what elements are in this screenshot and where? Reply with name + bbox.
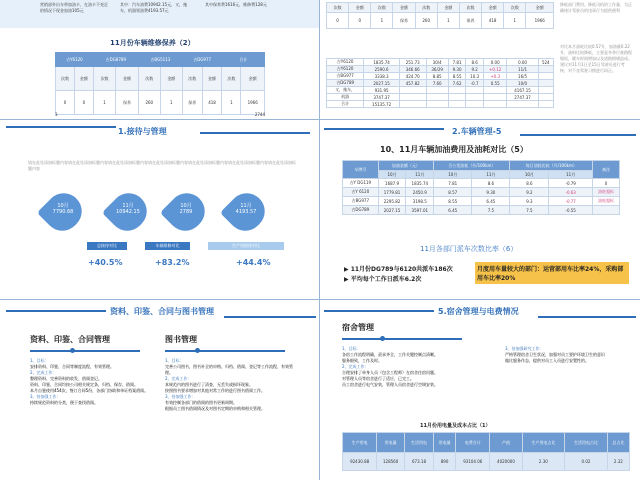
left-title: 资料、印鉴、合同管理 xyxy=(30,335,110,344)
trailing-values: 3 2744 xyxy=(55,112,265,117)
cell: 次数 xyxy=(93,67,115,91)
pct-2: +83.2% xyxy=(155,258,190,267)
table-title: 11月份用电量及成本占比（1） xyxy=(420,423,491,429)
cell: 次数 xyxy=(222,67,241,91)
veh-header: 合计 xyxy=(222,53,265,67)
bullet-2: ▶ 平均每个工作日派车6.2次 xyxy=(344,276,422,283)
cell: 保养 xyxy=(116,91,138,115)
note-mid: 其中：汽车油费10942.15元，又，拖车，机器领油费4193.57元 xyxy=(120,2,188,13)
cell: 次数 xyxy=(182,67,202,91)
right-title: 图书管理 xyxy=(165,335,197,344)
veh-header: 吉Y6120 xyxy=(56,53,94,67)
intro-text: 请在此处添加标题内容请在此处添加标题内容请在此处添加标题内容请在此处添加标题内容请在此处添加标题内容请在此处添加标题内容请在此处添加标题内容 xyxy=(28,160,296,171)
veh-header: 吉BG5113 xyxy=(138,53,182,67)
veh-header: 吉DG8789 xyxy=(93,53,138,67)
cell: 金额 xyxy=(160,67,182,91)
mini-maintenance-table: 次数 金额 次数 金额 次数 金额 次数 金额 次数 金额 0 0 1 保养 260 1 保养 418 1 1966 xyxy=(326,2,554,29)
highlight-box: 月度用车量较大的部门：运营部用车比率24%，采购部用车比率20% xyxy=(475,262,629,284)
pct-1: +40.5% xyxy=(88,258,123,267)
cell: 0 xyxy=(74,91,93,115)
section-title: 2.车辆管理-5 xyxy=(452,127,502,136)
cell: 260 xyxy=(138,91,160,115)
right-content: 3、待加强研究工作： 严格管理宿舍卫生状况，加强对员工要护环境卫生的意识 做比服务作态，提供对员工入员进行安置性的。 xyxy=(505,346,605,363)
left-title: 宿舍管理 xyxy=(342,323,374,332)
stat-label-3: 生产用接待对比 xyxy=(208,242,284,250)
note-left: 营销部外出车带加油卡，在油卡不充足的情况下现金加油105元 xyxy=(40,2,108,13)
right-content: 1、目标： 完善公司图书，图书补全的申购、归档、借阅、登记等工作流程，有效管理。 2、完成工作： 本规范内的图书进行了清查，无丢失或损坏现象。 按照图书要求增加对其他对常工作的进行图书借阅工作。 3、待加强工作： 有效控制各部门的借阅的图书更新周期。 根据员工图书借阅情况及对图书定期的申购和相关管理。 xyxy=(165,358,293,411)
electricity-table: 生产用电 用电量 生活用电 用电量 电费合计 产值 生产用电占比 生活用电占比 总占比 92430.88 128560 673.18 890 93104.06 4020000 2.30 0.02 2.32 xyxy=(342,432,630,471)
slide-vehicle-management[interactable] xyxy=(320,120,640,299)
slide-vehicle-maintenance[interactable] xyxy=(0,0,319,119)
cell: 金额 xyxy=(241,67,265,91)
slide-reception[interactable] xyxy=(0,120,319,299)
stat-text-3: 10月 2789 xyxy=(179,203,193,215)
left-content: 1、目标： 各宿工作流程明确，责承齐全，工作关键控制点清晰。 服务细致，工作及时。 2、完成工作： 合理安排了单身人员（包含工程师）在宿舍住宿问题。 对管理人员等宿舍进行了适应，已完工。 员工宿舍进行电气安装，管理人员宿舍进行空调安装。 xyxy=(342,346,438,387)
veh-header: 吉DG977 xyxy=(182,53,222,67)
fuel-comparison-table: 车牌号 加油金额（元） 百公里油耗（升/100km） 每日油耗比较（升/100km） 备注 10月 11月 10月 11月 10月 11月 吉Y DG119 1687.9 1835.74 7.81 8.6 8.6 -0.79 0 吉Y 6120 1779.81 2450.9 8.57 9.30 9.2 -0.63 油耗超标 吉BG977 2295.82 3198.5 8.55 6.45 9.3 -0.77 油耗超标 吉DG789 2027.15 3597.01 6.45 7.5 7.5 -0.55 xyxy=(342,160,620,215)
slide-dormitory[interactable] xyxy=(320,300,640,480)
data-row xyxy=(56,91,265,115)
left-content: 1、目标： 安排资料、印鉴、合同等制度流程，有效管理。 2、完成工作： 整理资料、完善资料的收发、借阅登记。 资料、印鉴、合同均按公司相关规定条，归档、保存、借阅。 本月自鉴使用454次，签订合同5份，各部门协助和单证档案借阅。 3、待加强工作： 持续规范资料的分类，便于查找借阅。 xyxy=(30,358,149,405)
cell: 金额 xyxy=(202,67,222,91)
cell: 0 xyxy=(56,91,75,115)
stat-label-2: 车辆维修对比 xyxy=(145,242,190,250)
stat-text-1: 10月 7790.68 xyxy=(52,203,74,215)
fuel-summary-table: 吉Y6120 1835.74 251.73 30/4 7.81 8.6 0.00 0.00 524 吉Y6120 2590.6 346.66 36/29 9.30 9.2 +0.12 11/1 吉BG977 3338.3 424.70 8.85 8.55 10.3 +0.3 16/5 吉DG789 2027.15 457.82 7.60 7.62 -0.7 0.55 10/0 又，拖车， 931.95 4167.15 机器 3747.37 2747.37 合计 15135.72 xyxy=(326,58,554,108)
cell: 金额 xyxy=(74,67,93,91)
chart-title: 11月各部门派车次数比率（6） xyxy=(420,245,518,253)
bullet-1: ▶ 11月份DG789与6120共派车186次 xyxy=(344,266,453,273)
section-title: 1.接待与管理 xyxy=(118,127,167,136)
slide-fuel-details[interactable] xyxy=(320,0,640,119)
stat-label-1: 总接待对比 xyxy=(87,242,127,250)
cell: 次数 xyxy=(138,67,160,91)
pct-3: +44.4% xyxy=(236,258,271,267)
cell: 金额 xyxy=(116,67,138,91)
section-title: 5.宿舍管理与电费情况 xyxy=(438,307,519,316)
cell: 1966 xyxy=(241,91,265,115)
cell: 保养 xyxy=(182,91,202,115)
maintenance-table xyxy=(55,52,265,115)
cell: 1 xyxy=(160,91,182,115)
section-title: 资料、印鉴、合同与图书管理 xyxy=(110,307,214,316)
cell: 1 xyxy=(93,91,115,115)
stat-text-2: 11月 10942.15 xyxy=(116,203,140,215)
sub-header-row xyxy=(56,67,265,91)
table-title: 11月份车辆维修保养（2） xyxy=(110,39,195,47)
stat-text-4: 11月 4193.57 xyxy=(235,203,257,215)
note-right: 其中保养费1616元，维修费128元 xyxy=(205,2,267,7)
table-title: 10、11月车辆加油费用及油耗对比（5） xyxy=(380,145,528,154)
cell: 1 xyxy=(222,91,241,115)
analysis-notes: 对比本月油耗比较0.57升，加油量0.22升，油料比较降低，主要是冬季行驶路程缩短，暖车时间增加以及道路拥堵造成。建议对11月1日至15日驾驶员进行考核，对不良驾驶习惯进行纠正。 xyxy=(560,44,632,73)
cell: 次数 xyxy=(56,67,75,91)
cell: 418 xyxy=(202,91,222,115)
slide-documents[interactable] xyxy=(0,300,319,480)
side-note: 降低部门费用。降低司机的工作量，为正确统计驾驶员的违章行为提供便利 xyxy=(560,2,632,13)
